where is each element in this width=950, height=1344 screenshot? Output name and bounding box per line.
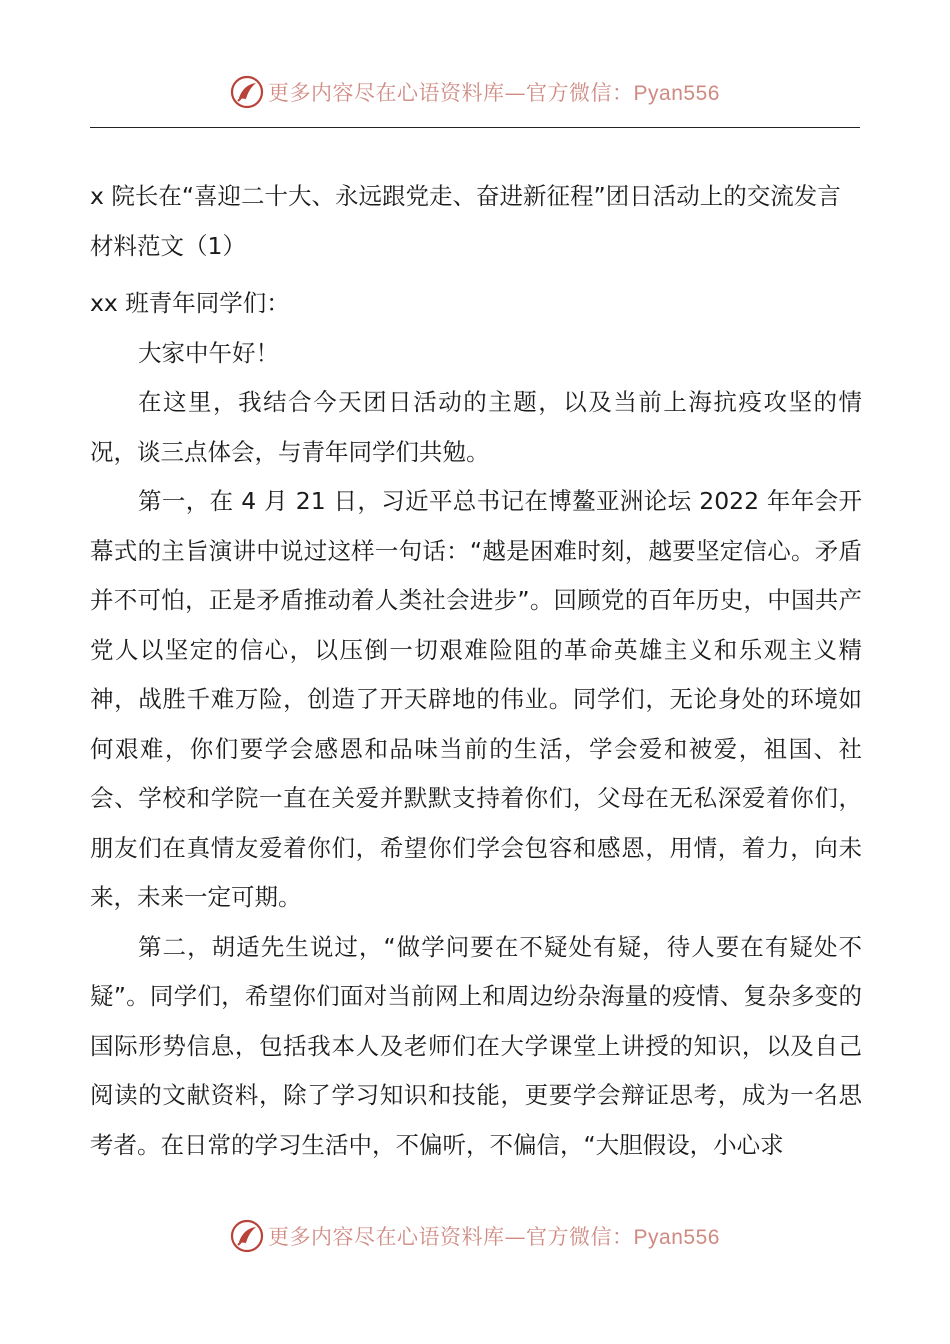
greeting: 大家中午好！ [138,338,279,367]
footer-banner [0,1214,950,1258]
paragraph-second-point: 第二，胡适先生说过，“做学问要在不疑处有疑，待人要在有疑处不疑”。同学们，希望你们面对当前网上和周边纷杂海量的疫情、复杂多变的国际形势信息，包括我本人及老师们在大学课堂上讲授的知识，以及自己阅读的文献资料，除了学习知识和技能，更要学会辩证思考，成为一名思考者。在日常的学习生活中，不偏听，不偏信，“大胆假设，小心求 [90,932,862,1159]
paragraph-intro: 在这里，我结合今天团日活动的主题，以及当前上海抗疫攻坚的情况，谈三点体会，与青年同学们共勉。 [90,388,862,466]
footer-banner-text [268,1221,720,1251]
xinyu-logo-icon [230,1219,264,1253]
header-banner [0,70,950,114]
header-banner-main: 更多内容尽在心语资料库—官方微信： [268,81,634,105]
document-body [90,172,862,1170]
header-divider [90,127,860,128]
salutation: xx 班青年同学们： [90,289,290,317]
document-title: x 院长在“喜迎二十大、永远跟党走、奋进新征程”团日活动上的交流发言材料范文（1） [90,182,841,260]
footer-wechat-id: Pyan556 [633,1226,720,1249]
header-banner-text [268,77,720,107]
header-wechat-id: Pyan556 [633,82,720,105]
paragraph-first-point: 第一，在 4 月 21 日，习近平总书记在博鳌亚洲论坛 2022 年年会开幕式的主旨演讲中说过这样一句话：“越是困难时刻，越要坚定信心。矛盾并不可怕，正是矛盾推动着人类社会进步”。回顾党的百年历史，中国共产党人以坚定的信心，以压倒一切艰难险阻的革命英雄主义和乐观主义精神，战胜千难万险，创造了开天辟地的伟业。同学们，无论身处的环境如何艰难，你们要学会感恩和品味当前的生活，学会爱和被爱，祖国、社会、学校和学院一直在关爱并默默支持着你们，父母在无私深爱着你们，朋友们在真情友爱着你们，希望你们学会包容和感恩，用情，着力，向未来，未来一定可期。 [90,487,862,911]
footer-banner-main: 更多内容尽在心语资料库—官方微信： [268,1225,634,1249]
xinyu-logo-icon [230,75,264,109]
